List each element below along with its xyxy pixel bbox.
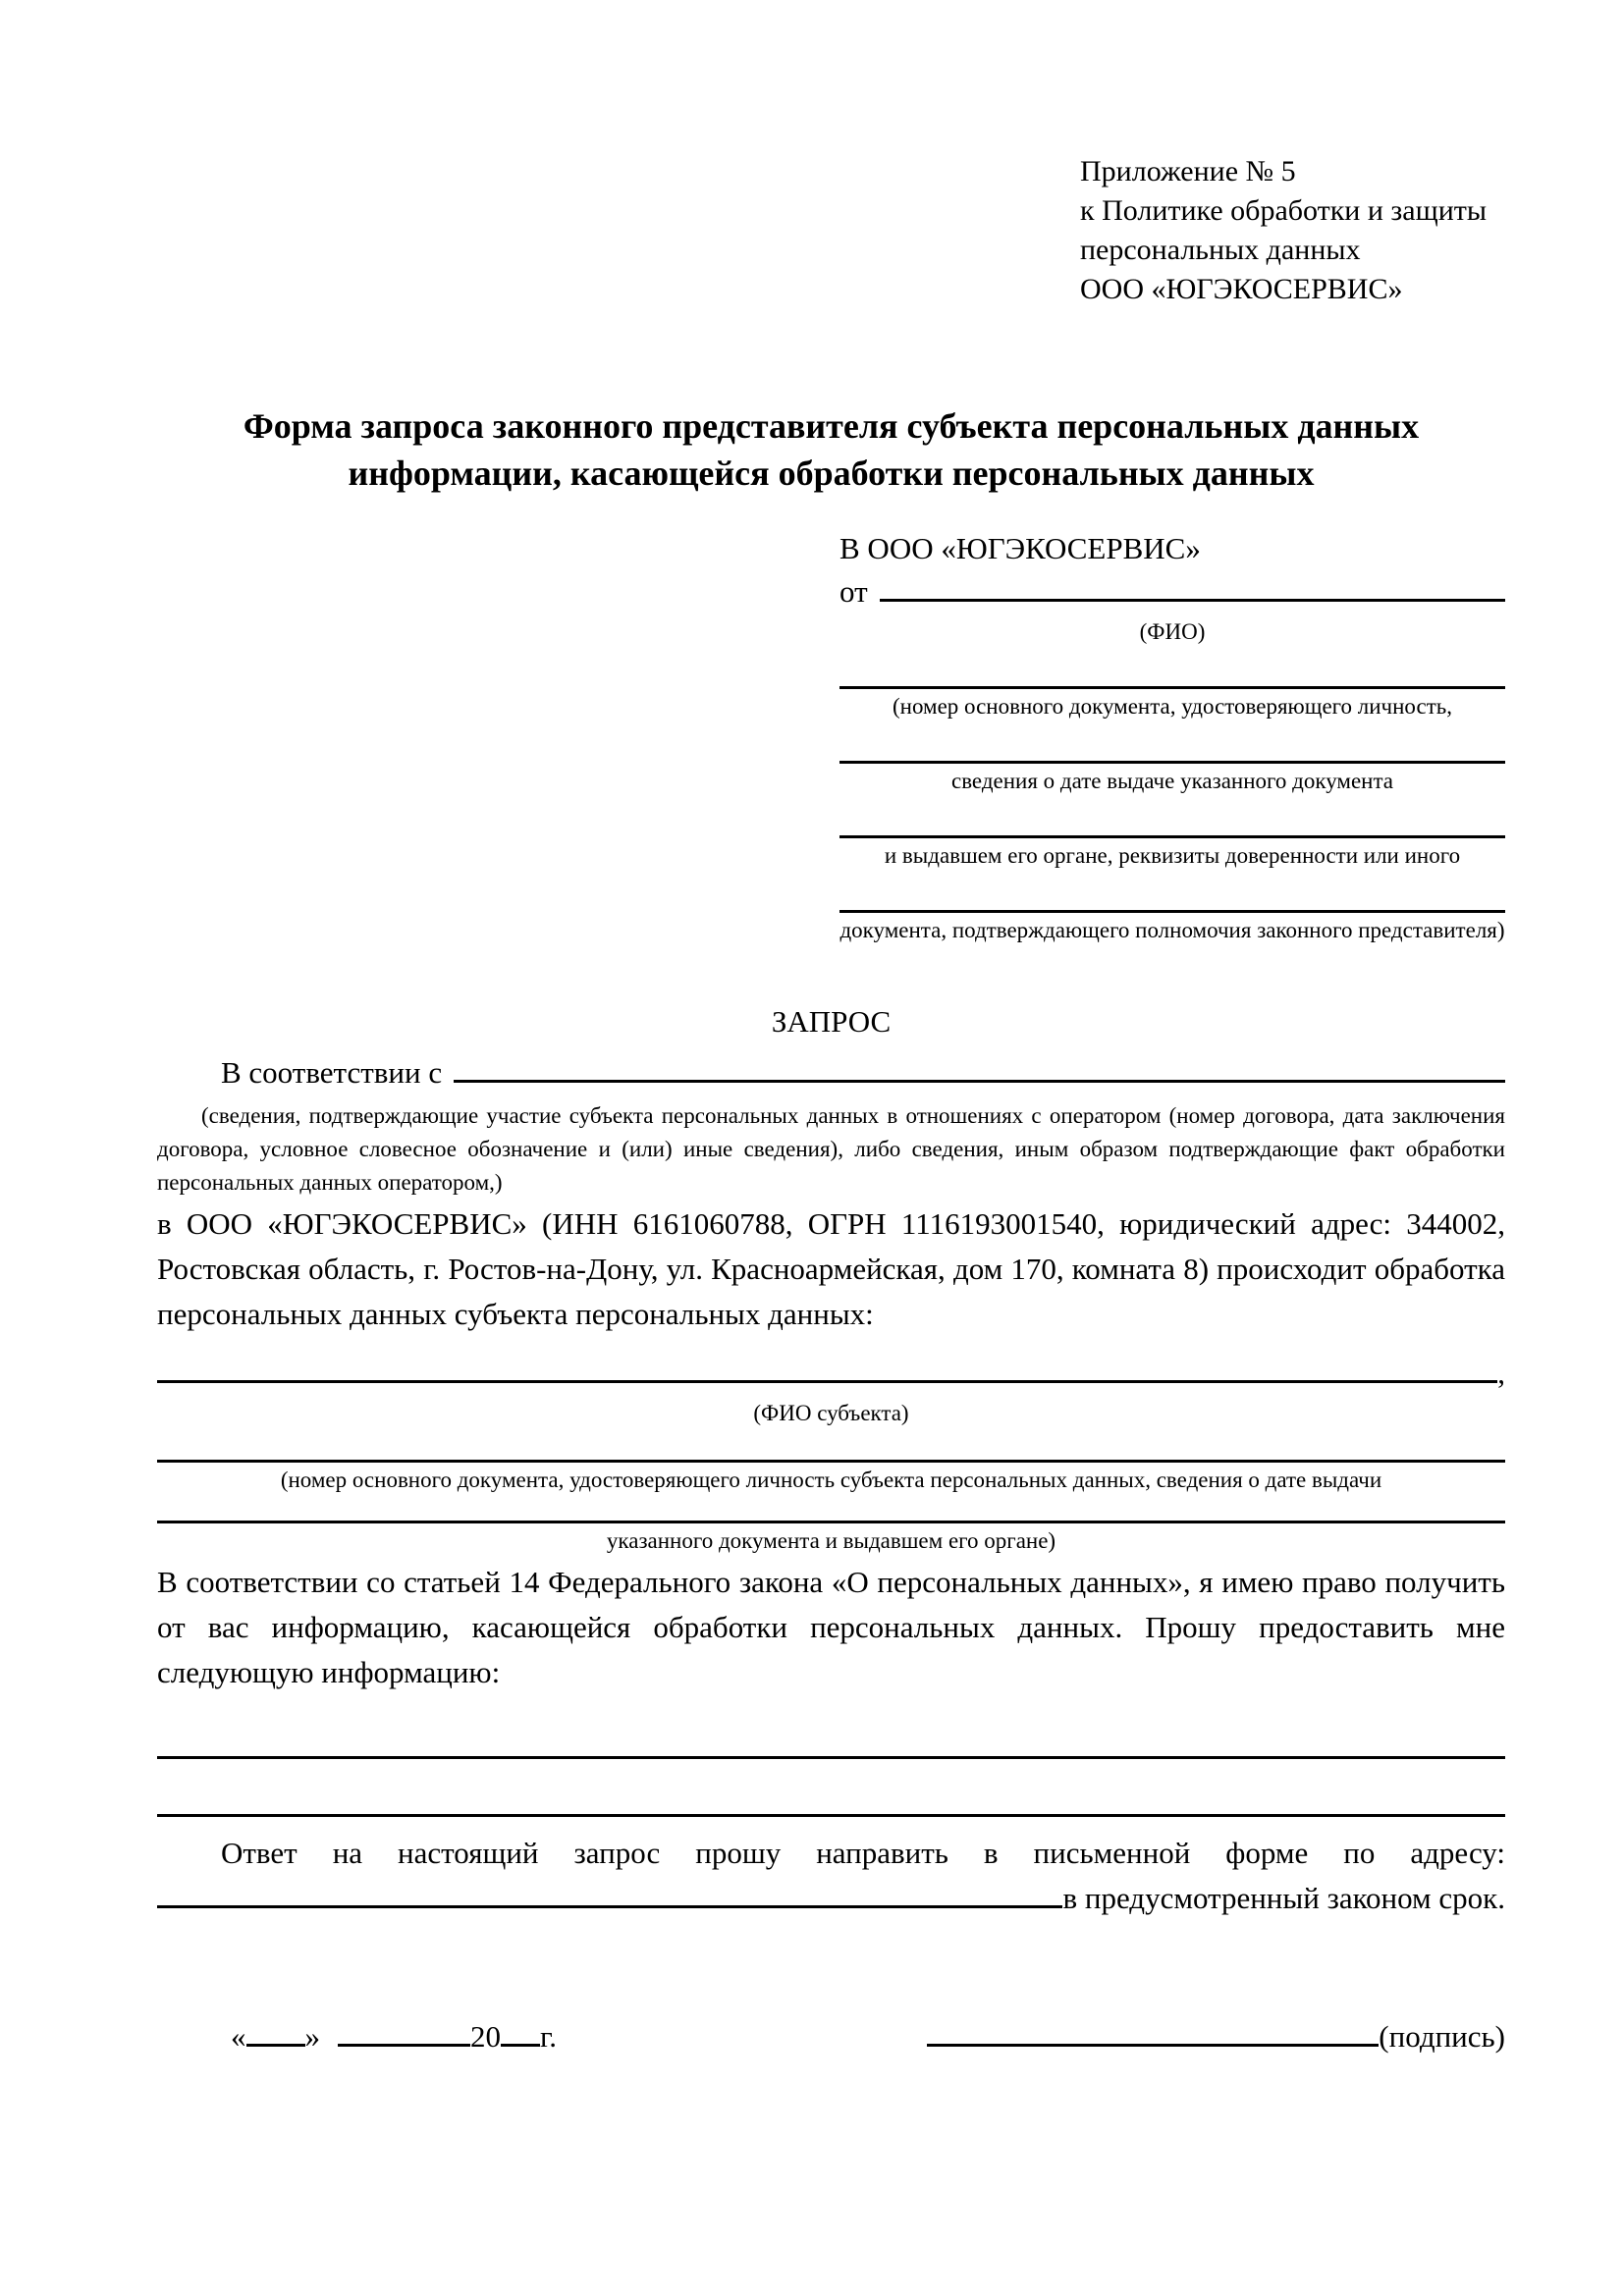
intro-row: [157, 1050, 1505, 1095]
representative-doc-field-1: [839, 686, 1505, 721]
field-caption-1: (номер основного документа, удостоверяющего личность,: [892, 694, 1452, 719]
appendix-line-3: персональных данных: [1080, 234, 1361, 266]
reply-sentence: Ответ на настоящий запрос прошу направить в письменной форме по адресу:: [221, 1836, 1505, 1870]
address-blank-line: [157, 1905, 1062, 1908]
addressee-block: [839, 528, 1505, 945]
operator-paragraph: в ООО «ЮГЭКОСЕРВИС» (ИНН 6161060788, ОГРН 1116193001540, юридический адрес: 344002, Ростовская область, г. Ростов-на-Дону, ул. Красноармейская, дом 170, комната 8) происходит обработка персональных данных субъекта персональных данных:: [157, 1206, 1505, 1331]
footer-row: [157, 2014, 1505, 2059]
year-suffix: г.: [540, 2019, 557, 2054]
signature-blank-line: [927, 2044, 1379, 2047]
document-title: [157, 402, 1505, 497]
subject-doc-field-2: [157, 1521, 1505, 1556]
appendix-line-2: к Политике обработки и защиты: [1080, 194, 1488, 227]
reply-suffix: в предусмотренный законом срок.: [1062, 1881, 1505, 1915]
date-month-blank: [338, 2044, 470, 2047]
fio-blank-line: [880, 599, 1505, 602]
blank-line: [157, 1460, 1505, 1463]
field-caption-4: документа, подтверждающего полномочия законного представителя): [839, 918, 1505, 942]
intro-blank-line: [454, 1080, 1505, 1083]
addressee-from-row: [839, 569, 1505, 614]
intro-note: (сведения, подтверждающие участие субъекта персональных данных в отношениях с оператором (номер договора, дата заключения договора, условное словесное обозначение и (или) иные сведения), либо сведения, иным образом подтверждающие факт обработки персональных данных оператором,): [157, 1103, 1505, 1195]
year-prefix: 20: [470, 2019, 501, 2054]
blank-line: [157, 1521, 1505, 1523]
reply-address-row: [157, 1876, 1505, 1921]
fio-caption: (ФИО): [1139, 619, 1206, 644]
signature-caption: (подпись): [1379, 2019, 1505, 2054]
subject-doc-field-1: [157, 1460, 1505, 1495]
blank-line: [839, 835, 1505, 838]
appendix-line-1: Приложение № 5: [1080, 155, 1296, 187]
blank-line: [839, 686, 1505, 689]
addressee-to: В ООО «ЮГЭКОСЕРВИС»: [839, 531, 1201, 565]
subject-fio-blank-line: [157, 1380, 1497, 1383]
from-label: от: [839, 574, 868, 609]
field-caption-2: сведения о дате выдаче указанного документа: [950, 769, 1394, 793]
info-blank-line-1: [157, 1756, 1505, 1759]
representative-doc-field-2: [839, 761, 1505, 796]
subject-line-comma: ,: [1497, 1356, 1505, 1390]
date-group: [231, 2014, 557, 2059]
subject-fio-row: [157, 1351, 1505, 1396]
representative-doc-field-4: [839, 910, 1505, 945]
signature-group: [927, 2014, 1505, 2059]
appendix-block: [1080, 152, 1505, 309]
law-paragraph: В соответствии со статьей 14 Федерального закона «О персональных данных», я имею право получить от вас информацию, касающейся обработки персональных данных. Прошу предоставить мне следующую информацию:: [157, 1565, 1505, 1689]
date-quote-open: «: [231, 2019, 246, 2054]
date-quote-close: »: [304, 2019, 320, 2054]
blank-line: [839, 910, 1505, 913]
subject-fio-caption: (ФИО субъекта): [753, 1401, 909, 1425]
subject-doc-caption-1: (номер основного документа, удостоверяющего личность субъекта персональных данных, сведения о дате выдачи: [280, 1468, 1382, 1492]
representative-doc-field-3: [839, 835, 1505, 871]
field-caption-3: и выдавшем его органе, реквизиты доверенности или иного: [884, 843, 1461, 868]
info-blank-line-2: [157, 1814, 1505, 1817]
appendix-line-4: ООО «ЮГЭКОСЕРВИС»: [1080, 273, 1403, 305]
title-line-1: Форма запроса законного представителя субъекта персональных данных: [243, 406, 1420, 446]
blank-line: [839, 761, 1505, 764]
date-year-blank: [501, 2044, 540, 2047]
intro-label: В соответствии с: [221, 1055, 443, 1090]
subject-doc-caption-2: указанного документа и выдавшем его органе): [606, 1528, 1056, 1553]
request-heading: ЗАПРОС: [771, 1004, 892, 1039]
title-line-2: информации, касающейся обработки персональных данных: [348, 454, 1315, 493]
date-day-blank: [246, 2044, 305, 2047]
